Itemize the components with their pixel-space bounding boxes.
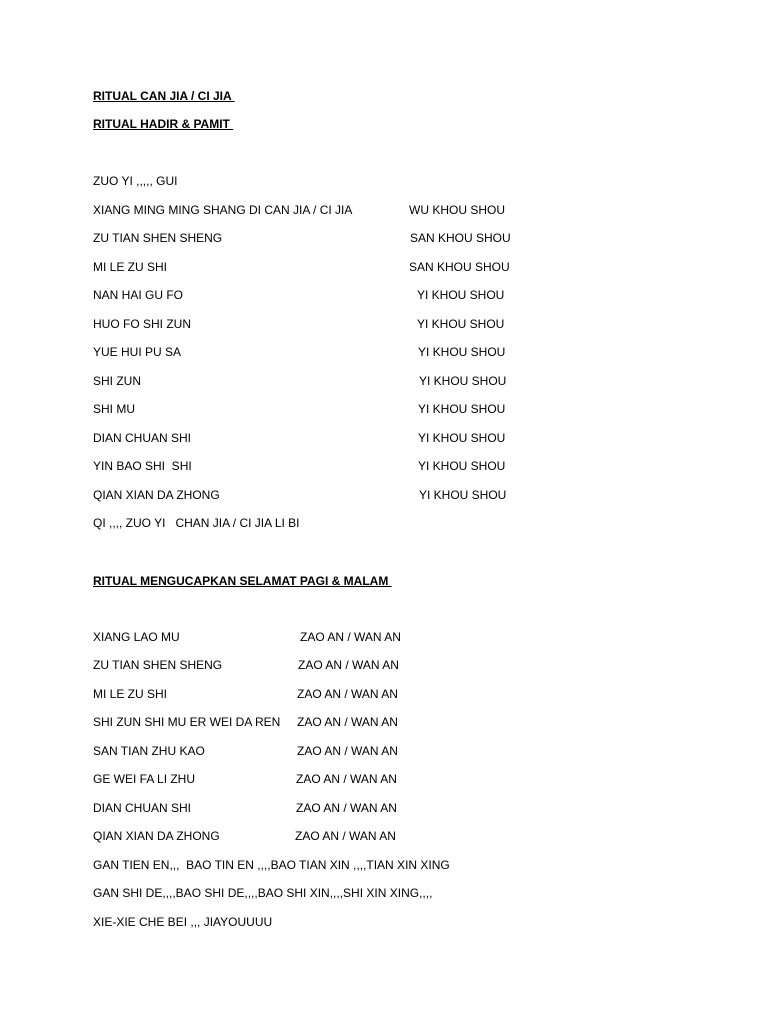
section-2-row-left: SHI ZUN SHI MU ER WEI DA REN bbox=[93, 715, 281, 729]
title-ritual-hadir-pamit: RITUAL HADIR & PAMIT bbox=[93, 117, 234, 131]
section-2-row-left: GE WEI FA LI ZHU bbox=[93, 772, 196, 786]
section-1-row-left: SHI ZUN bbox=[93, 374, 141, 388]
section-2-row-left: QIAN XIAN DA ZHONG bbox=[93, 829, 220, 843]
section-2-closing-line: GAN SHI DE,,,,BAO SHI DE,,,,BAO SHI XIN,,,,SHI XIN XING,,,, bbox=[93, 886, 433, 900]
section-2-closing-line: XIE-XIE CHE BEI ,,, JIAYOUUUU bbox=[93, 915, 273, 929]
section-1-row-left: SHI MU bbox=[93, 402, 135, 416]
section-1-row-left: YUE HUI PU SA bbox=[93, 345, 182, 359]
section-1-row-right: WU KHOU SHOU bbox=[409, 203, 505, 217]
section-1-row-left: XIANG MING MING SHANG DI CAN JIA / CI JIA bbox=[93, 203, 353, 217]
section-2-row-right: ZAO AN / WAN AN bbox=[300, 630, 401, 644]
section-1-row-left: DIAN CHUAN SHI bbox=[93, 431, 192, 445]
section-1-row-right: YI KHOU SHOU bbox=[418, 431, 506, 445]
title-ritual-selamat-pagi-malam: RITUAL MENGUCAPKAN SELAMAT PAGI & MALAM bbox=[93, 574, 392, 588]
title-ritual-can-jia: RITUAL CAN JIA / CI JIA bbox=[93, 89, 235, 103]
section-2-row-left: MI LE ZU SHI bbox=[93, 687, 168, 701]
section-1-intro: ZUO YI ,,,,, GUI bbox=[93, 174, 178, 188]
section-1-row-right: YI KHOU SHOU bbox=[418, 459, 506, 473]
section-1-row-left: QIAN XIAN DA ZHONG bbox=[93, 488, 220, 502]
section-1-row-left: HUO FO SHI ZUN bbox=[93, 317, 191, 331]
section-1-row-right: YI KHOU SHOU bbox=[417, 288, 505, 302]
section-2-row-right: ZAO AN / WAN AN bbox=[296, 801, 397, 815]
section-1-row-right: YI KHOU SHOU bbox=[418, 402, 506, 416]
section-1-row-left: NAN HAI GU FO bbox=[93, 288, 184, 302]
section-2-row-left: SAN TIAN ZHU KAO bbox=[93, 744, 205, 758]
section-2-row-left: XIANG LAO MU bbox=[93, 630, 180, 644]
section-2-row-right: ZAO AN / WAN AN bbox=[295, 829, 396, 843]
section-2-closing-line: GAN TIEN EN,,, BAO TIN EN ,,,,BAO TIAN XIN ,,,,TIAN XIN XING bbox=[93, 858, 450, 872]
section-1-row-right: YI KHOU SHOU bbox=[417, 317, 505, 331]
section-2-row-left: ZU TIAN SHEN SHENG bbox=[93, 658, 223, 672]
section-1-row-left: ZU TIAN SHEN SHENG bbox=[93, 231, 223, 245]
section-1-row-left: YIN BAO SHI SHI bbox=[93, 459, 192, 473]
section-2-row-right: ZAO AN / WAN AN bbox=[297, 715, 398, 729]
section-1-row-right: YI KHOU SHOU bbox=[419, 374, 507, 388]
section-1-row-right: SAN KHOU SHOU bbox=[410, 231, 511, 245]
section-1-row-right: YI KHOU SHOU bbox=[418, 345, 506, 359]
section-2-row-right: ZAO AN / WAN AN bbox=[297, 687, 398, 701]
section-1-row-right: YI KHOU SHOU bbox=[419, 488, 507, 502]
section-1-row-right: SAN KHOU SHOU bbox=[409, 260, 510, 274]
section-2-row-left: DIAN CHUAN SHI bbox=[93, 801, 192, 815]
section-2-row-right: ZAO AN / WAN AN bbox=[298, 658, 399, 672]
section-1-closing: QI ,,,, ZUO YI CHAN JIA / CI JIA LI BI bbox=[93, 516, 300, 530]
section-2-row-right: ZAO AN / WAN AN bbox=[296, 772, 397, 786]
section-1-row-left: MI LE ZU SHI bbox=[93, 260, 168, 274]
section-2-row-right: ZAO AN / WAN AN bbox=[297, 744, 398, 758]
